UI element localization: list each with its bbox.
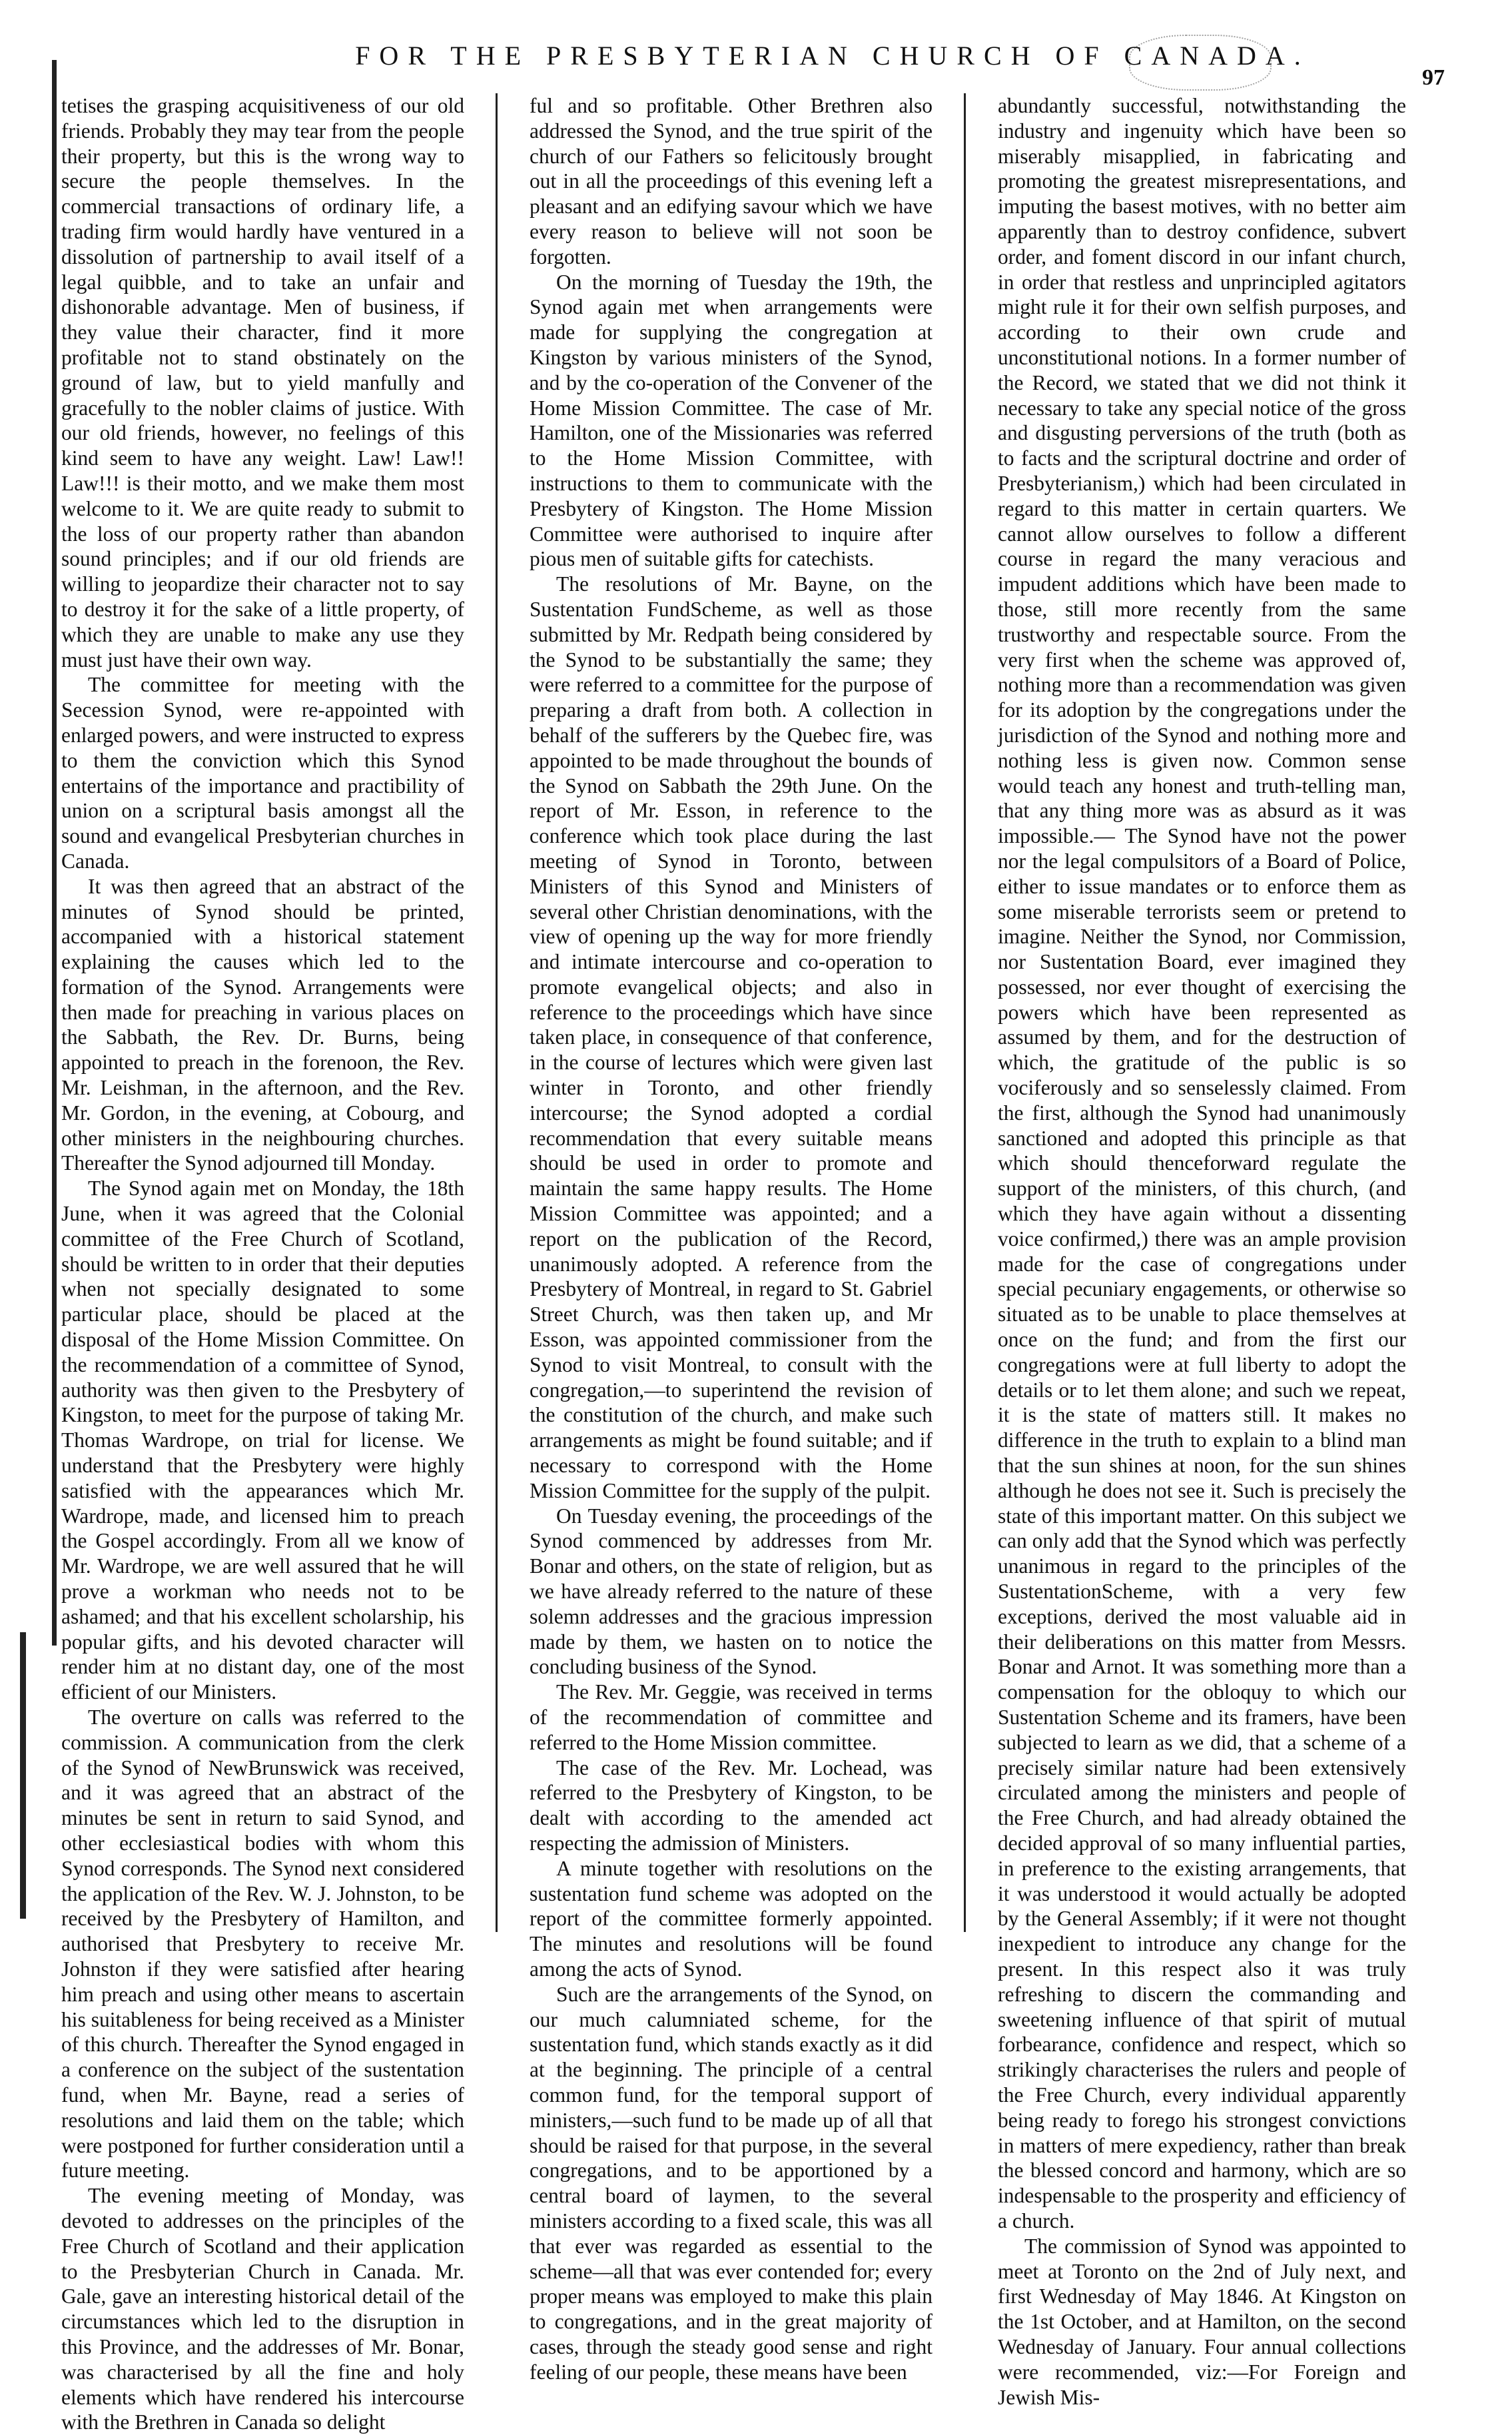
paragraph: The Rev. Mr. Geggie, was received in terms of the recommendation of committee and referred to the Home Mission committee. xyxy=(530,1680,933,1754)
paragraph: tetises the grasping acquisitiveness of our old friends. Probably they may tear from the people their property, but this is the wrong way to secure the people themselves. In the commercial transactions of ordinary life, a trading firm would hardly have ventured in a dissolution of partnership to avail itself of a legal quibble, and to take an unfair and dishonorable advantage. Men of business, if they value their character, find it more profitable not to stand obstinately on the ground of law, but to yield manfully and gracefully to the nobler claims of justice. With our old friends, however, no feelings of this kind seem to have any weight. Law! Law!! Law!!! is their motto, and we make them most welcome to it. We are quite ready to submit to the loss of our property rather than abandon sound principles; and if our old friends are willing to jeopardize their character not to say to destroy it for the sake of a little property, of which they are unable to make any use they must just have their own way. xyxy=(61,94,464,672)
paragraph: A minute together with resolutions on the sustentation fund scheme was adopted on the report of the committee formerly appointed. The minutes and resolutions will be found among the acts of Synod. xyxy=(530,1856,933,1981)
paragraph: Such are the arrangements of the Synod, on our much calumniated scheme, for the sustentation fund, which stands exactly as it did at the beginning. The principle of a central common fund, for the temporal support of ministers,—such fund to be made up of all that should be raised for that purpose, in the several congregations, and to be apportioned by a central board of laymen, to the several ministers according to a fixed scale, this was all that ever was regarded as essential to the scheme—all that was ever contended for; every proper means was employed to make this plain to congregations, and in the great majority of cases, through the steady good sense and right feeling of our people, these means have been xyxy=(530,1982,933,2384)
paragraph: The overture on calls was referred to the commission. A communication from the clerk of the Synod of NewBrunswick was received, and it was agreed that an abstract of the minutes be sent in return to said Synod, and other ecclesiastical bodies with whom this Synod corresponds. The Synod next considered the application of the Rev. W. J. Johnston, to be received by the Presbytery of Hamilton, and authorised that Presbytery to receive Mr. Johnston if they were satisfied after hearing him preach and using other means to ascertain his suitableness for being received as a Minister of this church. Thereafter the Synod engaged in a conference on the subject of the sustentation fund, when Mr. Bayne, read a series of resolutions and laid them on the table; which were postponed for further consideration until a future meeting. xyxy=(61,1705,464,2183)
column-3 xyxy=(998,93,1406,2409)
paragraph: The commission of Synod was appointed to meet at Toronto on the 2nd of July next, and first Wednesday of May 1846. At Kingston on the 1st October, and at Hamilton, on the second Wednesday of January. Four annual collections were recommended, viz:—For Foreign and Jewish Mis- xyxy=(998,2234,1406,2409)
column-1 xyxy=(61,93,464,2434)
paragraph: The resolutions of Mr. Bayne, on the Sustentation FundScheme, as well as those submitted by Mr. Redpath being considered by the Synod to be substantially the same; they were referred to a committee for the purpose of preparing a draft from both. A collection in behalf of the sufferers by the Quebec fire, was appointed to be made throughout the bounds of the Synod on Sabbath the 29th June. On the report of Mr. Esson, in reference to the conference which took place during the last meeting of Synod in Toronto, between Ministers of this Synod and Ministers of several other Christian denominations, with the view of opening up the way for more friendly and intimate intercourse and co-operation to promote evangelical objects; and also in reference to the proceedings which have since taken place, in consequence of that conference, in the course of lectures which were given last winter in Toronto, and other friendly intercourse; the Synod adopted a cordial recommendation that every suitable means should be used in order to promote and maintain the same happy results. The Home Mission Committee was appointed; and a report on the publication of the Record, unanimously adopted. A reference from the Presbytery of Montreal, in regard to St. Gabriel Street Church, was then taken up, and Mr Esson, was appointed commissioner from the Synod to visit Montreal, to consult with the congregation,—to superintend the revision of the constitution of the church, and make such arrangements as might be found suitable; and if necessary to correspond with the Home Mission Committee for the supply of the pulpit. xyxy=(530,572,933,1502)
paragraph: The Synod again met on Monday, the 18th June, when it was agreed that the Colonial committee of the Free Church of Scotland, should be written to in order that their deputies when not specially designated to some particular place, should be placed at the disposal of the Home Mission Committee. On the recommendation of a committee of Synod, authority was then given to the Presbytery of Kingston, to meet for the purpose of taking Mr. Thomas Wardrope, on trial for license. We understand that the Presbytery were highly satisfied with the appearances which Mr. Wardrope, made, and licensed him to preach the Gospel accordingly. From all we know of Mr. Wardrope, we are well assured that he will prove a workman who needs not to be ashamed; and that his excellent scholarship, his popular gifts, and his devoted character will render him at no distant day, one of the most efficient of our Ministers. xyxy=(61,1177,464,1704)
column-rule-1 xyxy=(496,93,498,1932)
paragraph: ful and so profitable. Other Brethren also addressed the Synod, and the true spirit of the church of our Fathers so felicitously brought out in all the proceedings of this evening left a pleasant and an edifying savour which we have every reason to believe will not soon be forgotten. xyxy=(530,94,933,268)
paragraph: The case of the Rev. Mr. Lochead, was referred to the Presbytery of Kingston, to be dealt with according to the amended act respecting the admission of Ministers. xyxy=(530,1755,933,1855)
paragraph: The evening meeting of Monday, was devoted to addresses on the principles of the Free Church of Scotland and their application to the Presbyterian Church in Canada. Mr. Gale, gave an interesting historical detail of the circumstances which led to the disruption in this Province, and the addresses of Mr. Bonar, was characterised by all the fine and holy elements which have rendered his intercourse with the Brethren in Canada so delight xyxy=(61,2184,464,2434)
left-margin-rule-lower xyxy=(20,1632,26,1919)
running-header: FOR THE PRESBYTERIAN CHURCH OF CANADA. xyxy=(355,41,1310,71)
left-margin-rule xyxy=(52,60,57,1646)
paragraph: abundantly successful, notwithstanding the industry and ingenuity which have been so miserably misapplied, in fabricating and promoting the greatest misrepresentations, and imputing the basest motives, with no better aim apparently than to destroy confidence, subvert order, and foment discord in our infant church, in order that restless and unprincipled agitators might rule it for their own selfish purposes, and according to their own crude and unconstitutional notions. In a former number of the Record, we stated that we did not think it necessary to take any special notice of the gross and disgusting perversions of the truth (both as to facts and the scriptural doctrine and order of Presbyterianism,) which had been circulated in regard to this matter in certain quarters. We cannot allow ourselves to follow a different course in regard the many veracious and impudent additions which have been made to those, still more recently from the same trustworthy and respectable source. From the very first when the scheme was approved of, nothing more than a recommendation was given for its adoption by the congregations under the jurisdiction of the Synod and nothing more and nothing less is given now. Common sense would teach any honest and truth-telling man, that any thing more was as absurd as it was impossible.— The Synod have not the power nor the legal compulsitors of a Board of Police, either to issue mandates or to enforce them as some miserable terrorists seem or pretend to imagine. Neither the Synod, nor Commission, nor Sustentation Board, ever imagined they possessed, nor ever thought of exercising the powers which have been represented as assumed by them, and for the destruction of which, the gratitude of the public is so vociferously and so senselessly claimed. From the first, although the Synod had unanimously sanctioned and adopted this principle as that which should thenceforward regulate the support of the ministers, of this church, (and which they have again without a dissenting voice confirmed,) there was an ample provision made for the case of congregations under special pecuniary engagements, or otherwise so situated as to be unable to place themselves at once on the fund; and from the first our congregations were at full liberty to adopt the details or to let them alone; and such we repeat, it is the state of matters still. It makes no difference in the truth to explain to a blind man that the sun shines at noon, for the sun shines although he does not see it. Such is precisely the state of this important matter. On this subject we can only add that the Synod which was perfectly unanimous in regard to the principles of the SustentationScheme, with a very few exceptions, derived the most valuable aid in their deliberations on this matter from Messrs. Bonar and Arnot. It was something more than a compensation for the obloquy to which our Sustentation Scheme and its framers, have been subjected to learn as we did, that a scheme of a precisely similar nature had been extensively circulated among the ministers and people of the Free Church, and had already obtained the decided approval of so many influential parties, in preference to the existing arrangements, that it was understood it would actually be adopted by the General Assembly; if it were not thought inexpedient to introduce any change for the present. In this respect also it was truly refreshing to discern the commanding and sweetening influence of that spirit of mutual forbearance, confidence and respect, which so strikingly characterises the rulers and people of the Free Church, every individual apparently being ready to forego his strongest convictions in matters of mere expediency, rather than break the blessed concord and harmony, which are so indespensable to the prosperity and efficiency of a church. xyxy=(998,94,1406,2232)
paragraph: It was then agreed that an abstract of the minutes of Synod should be printed, accompanied with a historical statement explaining the causes which led to the formation of the Synod. Arrangements were then made for preaching in various places on the Sabbath, the Rev. Dr. Burns, being appointed to preach in the forenoon, the Rev. Mr. Leishman, in the afternoon, and the Rev. Mr. Gordon, in the evening, at Cobourg, and other ministers in the neighbouring churches. Thereafter the Synod adjourned till Monday. xyxy=(61,874,464,1175)
paragraph: On the morning of Tuesday the 19th, the Synod again met when arrangements were made for supplying the congregation at Kingston by various ministers of the Synod, and by the co-operation of the Convener of the Home Mission Committee. The case of Mr. Hamilton, one of the Missionaries was referred to the Home Mission Committee, with instructions to them to communicate with the Presbytery of Kingston. The Home Mission Committee were authorised to inquire after pious men of suitable gifts for catechists. xyxy=(530,270,933,571)
column-rule-2 xyxy=(964,93,966,1932)
paragraph: On Tuesday evening, the proceedings of the Synod commenced by addresses from Mr. Bonar and others, on the state of religion, but as we have already referred to the nature of these solemn addresses and the gracious impression made by them, we hasten on to notice the concluding business of the Synod. xyxy=(530,1504,933,1679)
column-2 xyxy=(530,93,933,2384)
paragraph: The committee for meeting with the Secession Synod, were re-appointed with enlarged powers, and were instructed to express to them the conviction which this Synod entertains of the importance and practibility of union on a scriptural basis amongst all the sound and evangelical Presbyterian churches in Canada. xyxy=(61,673,464,873)
page-number: 97 xyxy=(1422,65,1445,90)
